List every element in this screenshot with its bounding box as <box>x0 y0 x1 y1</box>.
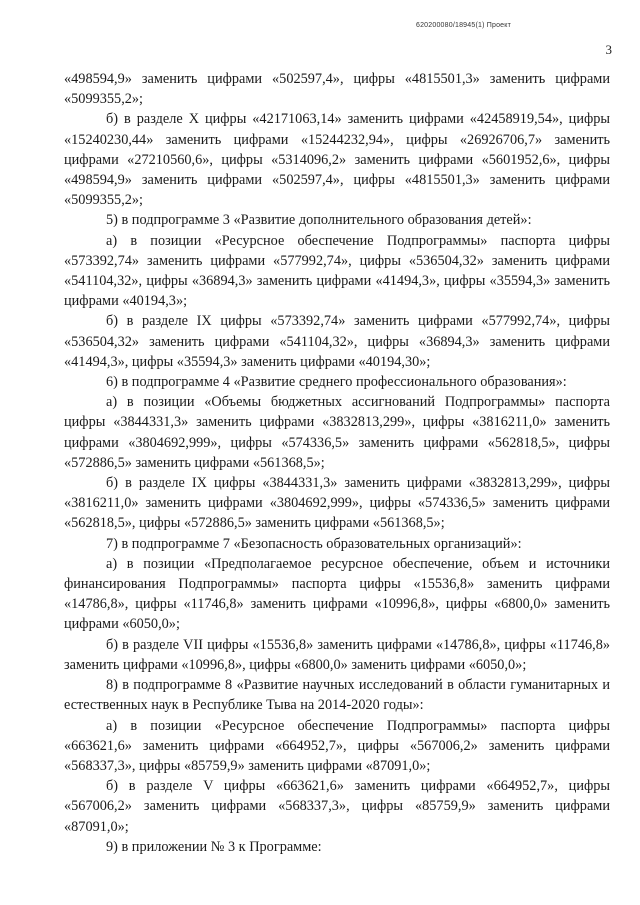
paragraph: 5) в подпрограмме 3 «Развитие дополнительного образования детей»: <box>106 212 532 229</box>
paragraph: а) в позиции «Ресурсное обеспечение Подпрограммы» паспорта цифры «573392,74» заменить цифрами «577992,74», цифры «536504,32» заменить цифрами «541104,32», цифры «36894,3» заменить цифрами «41494,3», цифры «35594,3» заменить цифрами «40194,3»; <box>64 232 610 310</box>
paragraph: 9) в приложении № 3 к Программе: <box>106 838 322 855</box>
paragraph: а) в позиции «Предполагаемое ресурсное обеспечение, объем и источники финансирования Подпрограммы» паспорта цифры «15536,8» заменить цифрами «14786,8», цифры «11746,8» заменить цифрами «10996,8», цифры «6800,0» заменить цифрами «6050,0»; <box>64 555 610 633</box>
paragraph: б) в разделе VII цифры «15536,8» заменить цифрами «14786,8», цифры «11746,8» заменить цифрами «10996,8», цифры «6800,0» заменить цифрами «6050,0»; <box>64 636 610 673</box>
paragraph: а) в позиции «Объемы бюджетных ассигнований Подпрограммы» паспорта цифры «3844331,3» заменить цифрами «3832813,299», цифры «3816211,0» заменить цифрами «3804692,999», цифры «574336,5» заменить цифрами «562818,5», цифры «572886,5» заменить цифрами «561368,5»; <box>64 394 610 471</box>
paragraph: б) в разделе V цифры «663621,6» заменить цифрами «664952,7», цифры «567006,2» заменить цифрами «568337,3», цифры «85759,9» заменить цифрами «87091,0»; <box>64 778 610 835</box>
paragraph: «498594,9» заменить цифрами «502597,4», цифры «4815501,3» заменить цифрами «5099355,2»; <box>64 71 610 108</box>
document-body <box>64 69 610 857</box>
paragraph: б) в разделе IX цифры «573392,74» заменить цифрами «577992,74», цифры «536504,32» заменить цифрами «541104,32», цифры «36894,3» заменить цифрами «41494,3», цифры «35594,3» заменить цифрами «40194,30»; <box>64 313 610 370</box>
paragraph: 6) в подпрограмме 4 «Развитие среднего профессионального образования»: <box>106 374 567 391</box>
paragraph: 7) в подпрограмме 7 «Безопасность образовательных организаций»: <box>106 535 522 552</box>
paragraph: 8) в подпрограмме 8 «Развитие научных исследований в области гуманитарных и естественных наук в Республике Тыва на 2014-2020 годы»: <box>64 677 610 714</box>
paragraph: а) в позиции «Ресурсное обеспечение Подпрограммы» паспорта цифры «663621,6» заменить цифрами «664952,7», цифры «567006,2» заменить цифрами «568337,3», цифры «85759,9» заменить цифрами «87091,0»; <box>64 717 610 774</box>
paragraph: б) в разделе X цифры «42171063,14» заменить цифрами «42458919,54», цифры «15240230,44» заменить цифрами «15244232,94», цифры «26926706,7» заменить цифрами «27210560,6», цифры «5314096,2» заменить цифрами «5601952,6», цифры «498594,9» заменить цифрами «502597,4», цифры «4815501,3» заменить цифрами «5099355,2»; <box>64 111 610 209</box>
page-number: 3 <box>605 42 612 57</box>
document-code: 620200080/18945(1) Проект <box>416 22 512 29</box>
paragraph: б) в разделе IX цифры «3844331,3» заменить цифрами «3832813,299», цифры «3816211,0» заменить цифрами «3804692,999», цифры «574336,5» заменить цифрами «562818,5», цифры «572886,5» заменить цифрами «561368,5»; <box>64 475 610 532</box>
